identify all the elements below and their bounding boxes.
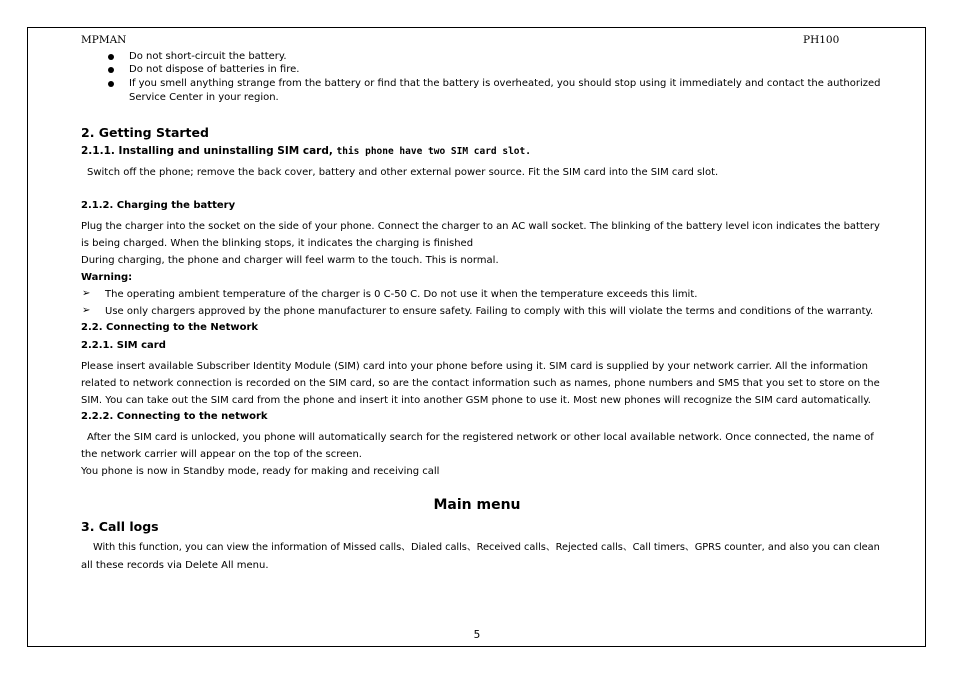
section-2-2-1-body-line: SIM. You can take out the SIM card from the phone and insert it into another GSM phone to use it. Most new phones will recognize the SIM card automatically. bbox=[81, 395, 871, 406]
bullet-item: If you smell anything strange from the battery or find that the battery is overheated, you should stop using it immediately and contact the authorized bbox=[129, 78, 881, 89]
page-number: 5 bbox=[473, 629, 481, 641]
section-2-2-2-heading: 2.2.2. Connecting to the network bbox=[81, 411, 268, 422]
section-2-2-2-body-line: You phone is now in Standby mode, ready for making and receiving call bbox=[81, 466, 440, 477]
section-2-1-2-body-line: is being charged. When the blinking stops, it indicates the charging is finished bbox=[81, 238, 474, 249]
section-2-1-2-body-line: During charging, the phone and charger will feel warm to the touch. This is normal. bbox=[81, 255, 499, 266]
section-3-heading: 3. Call logs bbox=[81, 519, 159, 534]
warning-item: Use only chargers approved by the phone manufacturer to ensure safety. Failing to comply with this will violate the terms and conditions of the warranty. bbox=[105, 306, 874, 317]
header-brand: MPMAN bbox=[81, 34, 127, 46]
section-2-2-2-body-line: After the SIM card is unlocked, you phone will automatically search for the registered network or other local available network. Once connected, the name of bbox=[87, 432, 874, 443]
bullet-item: Do not short-circuit the battery. bbox=[129, 51, 287, 62]
section-2-1-1-heading bbox=[81, 145, 531, 157]
section-2-2-1-body-line: related to network connection is recorded on the SIM card, so are the contact information such as names, phone numbers and SMS that you set to store on the bbox=[81, 378, 880, 389]
section-2-1-1-note: this phone have two SIM card slot. bbox=[336, 146, 531, 157]
section-2-1-1-title: 2.1.1. Installing and uninstalling SIM card, bbox=[81, 145, 333, 157]
section-2-2-1-body-line: Please insert available Subscriber Identity Module (SIM) card into your phone before using it. SIM card is supplied by your network carrier. All the information bbox=[81, 361, 868, 372]
warning-label: Warning: bbox=[81, 272, 133, 283]
bullet-item: Do not dispose of batteries in fire. bbox=[129, 64, 300, 75]
bullet-dot bbox=[108, 67, 114, 73]
section-2-2-2-body-line: the network carrier will appear on the top of the screen. bbox=[81, 449, 362, 460]
section-2-1-1-body: Switch off the phone; remove the back cover, battery and other external power source. Fit the SIM card into the SIM card slot. bbox=[87, 167, 719, 178]
main-menu-heading: Main menu bbox=[433, 497, 521, 513]
section-2-1-2-heading: 2.1.2. Charging the battery bbox=[81, 200, 236, 211]
section-3-body-line: all these records via Delete All menu. bbox=[81, 560, 269, 571]
warning-item: The operating ambient temperature of the charger is 0 C-50 C. Do not use it when the temperature exceeds this limit. bbox=[105, 289, 698, 300]
arrow-bullet-icon: ➢ bbox=[82, 288, 91, 299]
arrow-bullet-icon: ➢ bbox=[82, 305, 91, 316]
section-2-heading: 2. Getting Started bbox=[81, 125, 209, 140]
bullet-dot bbox=[108, 54, 114, 60]
section-2-1-2-body-line: Plug the charger into the socket on the side of your phone. Connect the charger to an AC wall socket. The blinking of the battery level icon indicates the battery bbox=[81, 221, 880, 232]
section-2-2-1-heading: 2.2.1. SIM card bbox=[81, 340, 166, 351]
section-3-body-line: With this function, you can view the information of Missed calls、Dialed calls、Received calls、Rejected calls、Call timers、GPRS counter, and also you can clean bbox=[93, 542, 880, 553]
bullet-item-continued: Service Center in your region. bbox=[129, 92, 279, 103]
section-2-2-heading: 2.2. Connecting to the Network bbox=[81, 322, 259, 333]
header-model: PH100 bbox=[803, 34, 840, 46]
bullet-dot bbox=[108, 81, 114, 87]
